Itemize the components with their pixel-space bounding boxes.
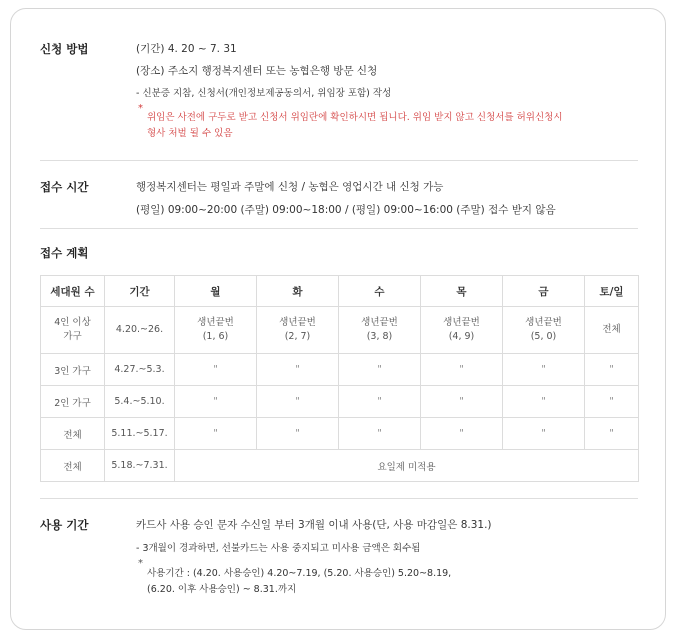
header-tue: 화 [257,276,339,307]
header-mon: 월 [175,276,257,307]
table-header-row [41,276,639,307]
cell-mon: " [175,386,257,418]
header-wed: 수 [339,276,421,307]
cell-wed: 생년끝번 (3, 8) [339,307,421,354]
cell-wed: " [339,386,421,418]
apply-place: (장소) 주소지 행정복지센터 또는 농협은행 방문 신청 [136,65,378,77]
section-divider [40,160,638,161]
cell-tue: " [257,354,339,386]
cell-mon: " [175,418,257,450]
usage-section-title: 사용 기간 [40,518,89,532]
cell-no-weekday-rule: 요일제 미적용 [175,450,639,482]
cell-fri: " [503,418,585,450]
header-household: 세대원 수 [41,276,105,307]
section-divider [40,498,638,499]
reception-plan-table [40,275,639,482]
cell-period: 4.20.~26. [105,307,175,354]
cell-fri: " [503,354,585,386]
apply-note-mark: * [138,103,143,114]
cell-thu: 생년끝번 (4, 9) [421,307,503,354]
cell-mon: " [175,354,257,386]
cell-fri: 생년끝번 (5, 0) [503,307,585,354]
reception-section-title: 접수 시간 [40,180,89,194]
apply-section-title: 신청 방법 [40,42,89,56]
cell-mon: 생년끝번 (1, 6) [175,307,257,354]
cell-weekend: 전체 [585,307,639,354]
table-row [41,386,639,418]
cell-period: 5.18.~7.31. [105,450,175,482]
cell-period: 5.11.~5.17. [105,418,175,450]
reception-line1: 행정복지센터는 평일과 주말에 신청 / 농협은 영업시간 내 신청 가능 [136,181,444,193]
apply-note-line1: 위임은 사전에 구두로 받고 신청서 위임란에 확인하시면 됩니다. 위임 받지 않고 신청서를 허위신청시 [147,112,563,123]
usage-line2: - 3개월이 경과하면, 선불카드는 사용 중지되고 미사용 금액은 회수됨 [136,543,421,554]
table-row [41,450,639,482]
header-weekend: 토/일 [585,276,639,307]
cell-thu: " [421,418,503,450]
cell-thu: " [421,386,503,418]
usage-note-line1: 사용기간 : (4.20. 사용승인) 4.20~7.19, (5.20. 사용승인) 5.20~8.19, [147,568,452,579]
cell-period: 4.27.~5.3. [105,354,175,386]
cell-tue: 생년끝번 (2, 7) [257,307,339,354]
cell-period: 5.4.~5.10. [105,386,175,418]
table-row [41,307,639,354]
header-period: 기간 [105,276,175,307]
cell-tue: " [257,386,339,418]
cell-household: 4인 이상 가구 [41,307,105,354]
plan-section-title: 접수 계획 [40,246,89,260]
header-thu: 목 [421,276,503,307]
cell-tue: " [257,418,339,450]
apply-period: (기간) 4. 20 ~ 7. 31 [136,43,237,55]
cell-weekend: " [585,386,639,418]
cell-household: 2인 가구 [41,386,105,418]
reception-line2: (평일) 09:00~20:00 (주말) 09:00~18:00 / (평일) 09:00~16:00 (주말) 접수 받지 않음 [136,204,556,216]
cell-fri: " [503,386,585,418]
cell-wed: " [339,354,421,386]
cell-household: 전체 [41,450,105,482]
cell-thu: " [421,354,503,386]
cell-weekend: " [585,418,639,450]
apply-note-line2: 형사 처벌 될 수 있음 [147,128,233,139]
cell-weekend: " [585,354,639,386]
header-fri: 금 [503,276,585,307]
section-divider [40,228,638,229]
table-row [41,418,639,450]
usage-note-line2: (6.20. 이후 사용승인) ~ 8.31.까지 [147,584,297,595]
cell-wed: " [339,418,421,450]
usage-line1: 카드사 사용 승인 문자 수신일 부터 3개월 이내 사용(단, 사용 마감일은 8.31.) [136,519,492,531]
table-row [41,354,639,386]
usage-note-mark: * [138,558,143,569]
cell-household: 3인 가구 [41,354,105,386]
apply-docs: - 신분증 지참, 신청서(개인정보제공동의서, 위임장 포함) 작성 [136,88,392,99]
cell-household: 전체 [41,418,105,450]
